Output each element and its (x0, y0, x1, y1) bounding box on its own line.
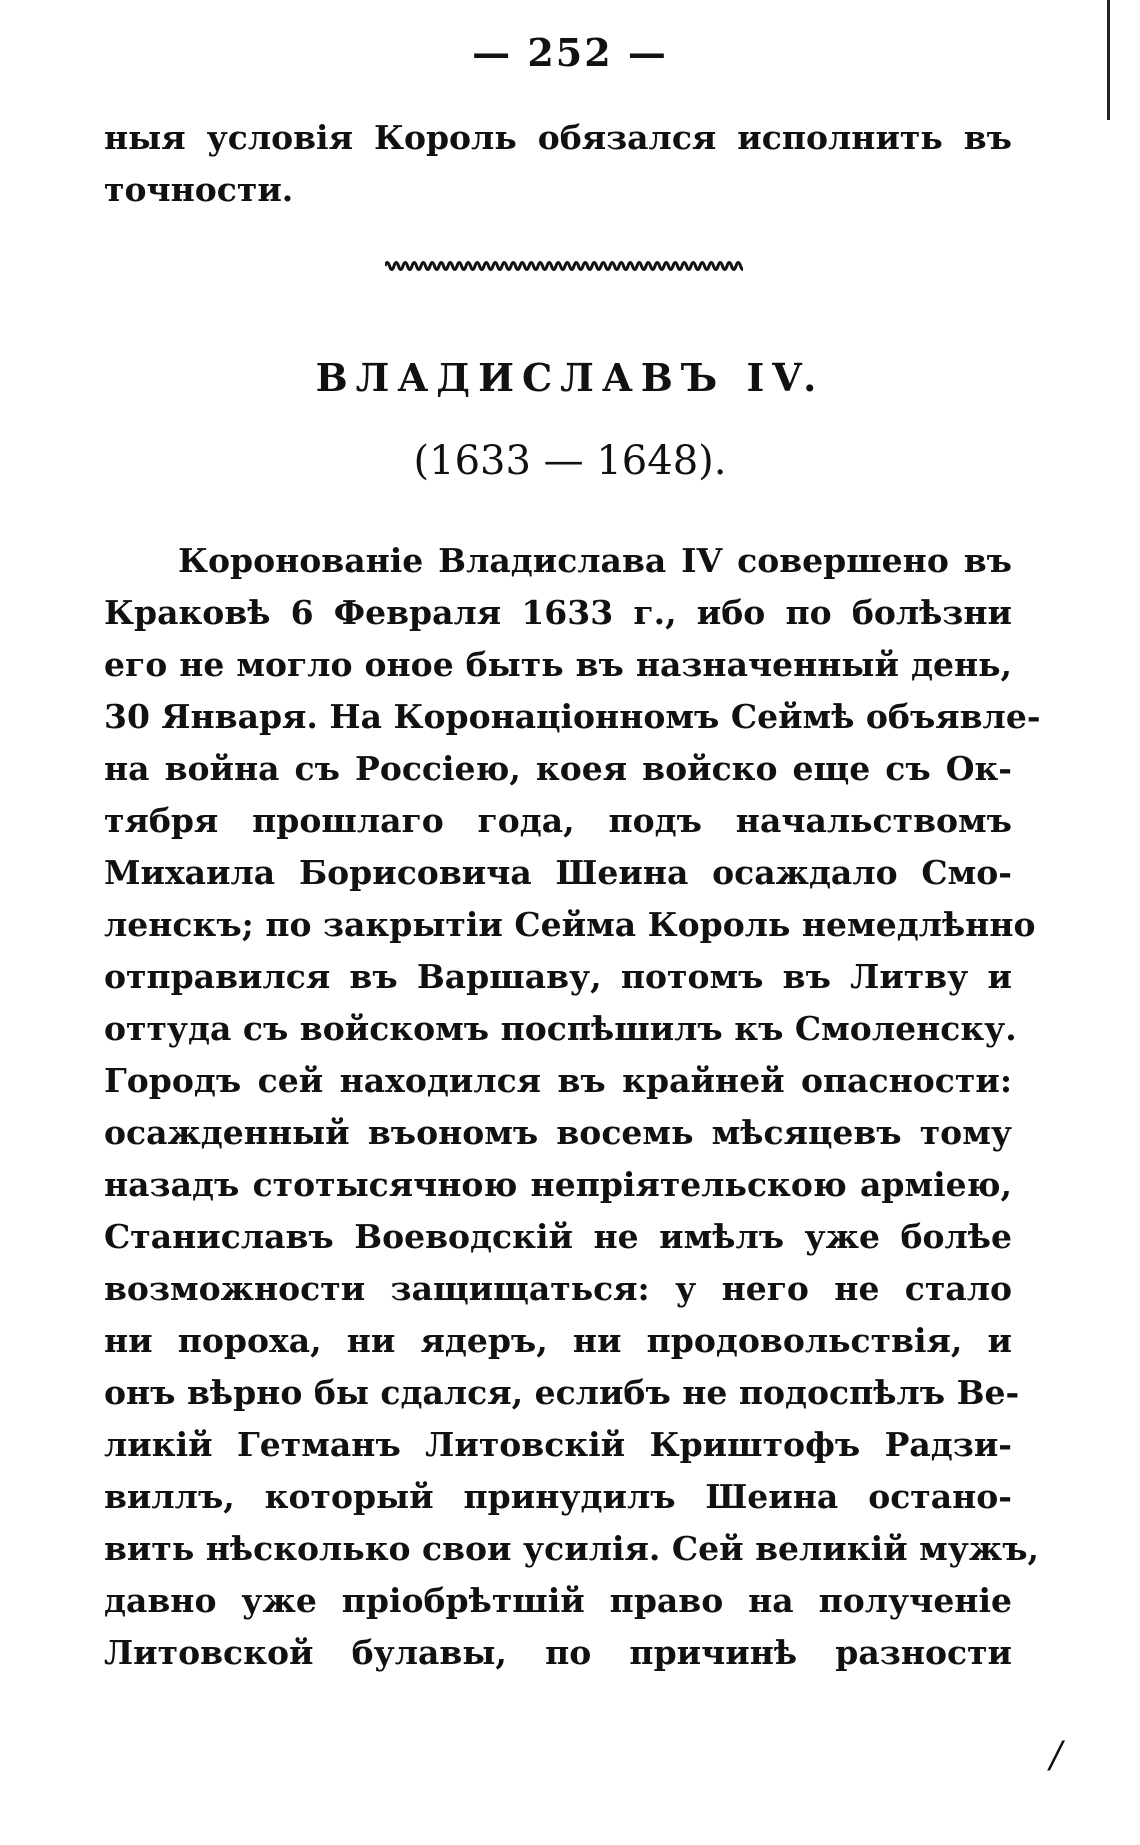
text-line: точности. (104, 170, 294, 209)
text-line: Городъ сей находился въ крайней опасности: (104, 1061, 1012, 1100)
text-line: онъ вѣрно бы сдался, еслибъ не подоспѣлъ Ве- (104, 1373, 1020, 1412)
text-line: Краковѣ 6 Февраля 1633 г., ибо по болѣзни (104, 593, 1012, 632)
text-line: 30 Января. На Коронаціонномъ Сеймѣ объявле- (104, 697, 1041, 736)
ornamental-divider (385, 258, 743, 274)
continuation-text (104, 112, 1012, 216)
text-line: осажденный въономъ восемь мѣсяцевъ тому (104, 1113, 1012, 1152)
text-line: Станиславъ Воеводскій не имѣлъ уже болѣе (104, 1217, 1012, 1256)
text-line: Коронованіе Владислава IV совершено въ (178, 541, 1012, 580)
text-line: ныя условія Король обязался исполнить въ (104, 118, 1012, 157)
text-line: назадъ стотысячною непріятельскою арміею, (104, 1165, 1012, 1204)
text-line: на война съ Россіею, коея войско еще съ Ок- (104, 749, 1012, 788)
text-line: ни пороха, ни ядеръ, ни продовольствія, и (104, 1321, 1012, 1360)
text-line: ленскъ; по закрытіи Сейма Король немедлѣнно (104, 905, 1036, 944)
main-paragraph (104, 535, 1041, 1679)
chapter-years: (1633 — 1648). (413, 438, 727, 484)
text-line: возможности защищаться: у него не стало (104, 1269, 1012, 1308)
text-line: Литовской булавы, по причинѣ разности (104, 1633, 1012, 1672)
text-line: вить нѣсколько свои усилія. Сей великій мужъ, (104, 1529, 1040, 1568)
text-line: оттуда съ войскомъ поспѣшилъ къ Смоленску. (104, 1009, 1017, 1048)
text-line: отправился въ Варшаву, потомъ въ Литву и (104, 957, 1012, 996)
margin-mark: / (1050, 1735, 1063, 1776)
page-number: — 252 — (472, 30, 668, 75)
text-line: виллъ, который принудилъ Шеина остано- (104, 1477, 1012, 1516)
text-line: ликій Гетманъ Литовскій Криштофъ Радзи- (104, 1425, 1012, 1464)
text-line: Михаила Борисовича Шеина осаждало Смо- (104, 853, 1012, 892)
chapter-title: ВЛАДИСЛАВЪ IV. (315, 355, 825, 400)
text-line: тября прошлаго года, подъ начальствомъ (104, 801, 1012, 840)
text-line: давно уже пріобрѣтшій право на полученіе (104, 1581, 1012, 1620)
text-line: его не могло оное быть въ назначенный день, (104, 645, 1012, 684)
